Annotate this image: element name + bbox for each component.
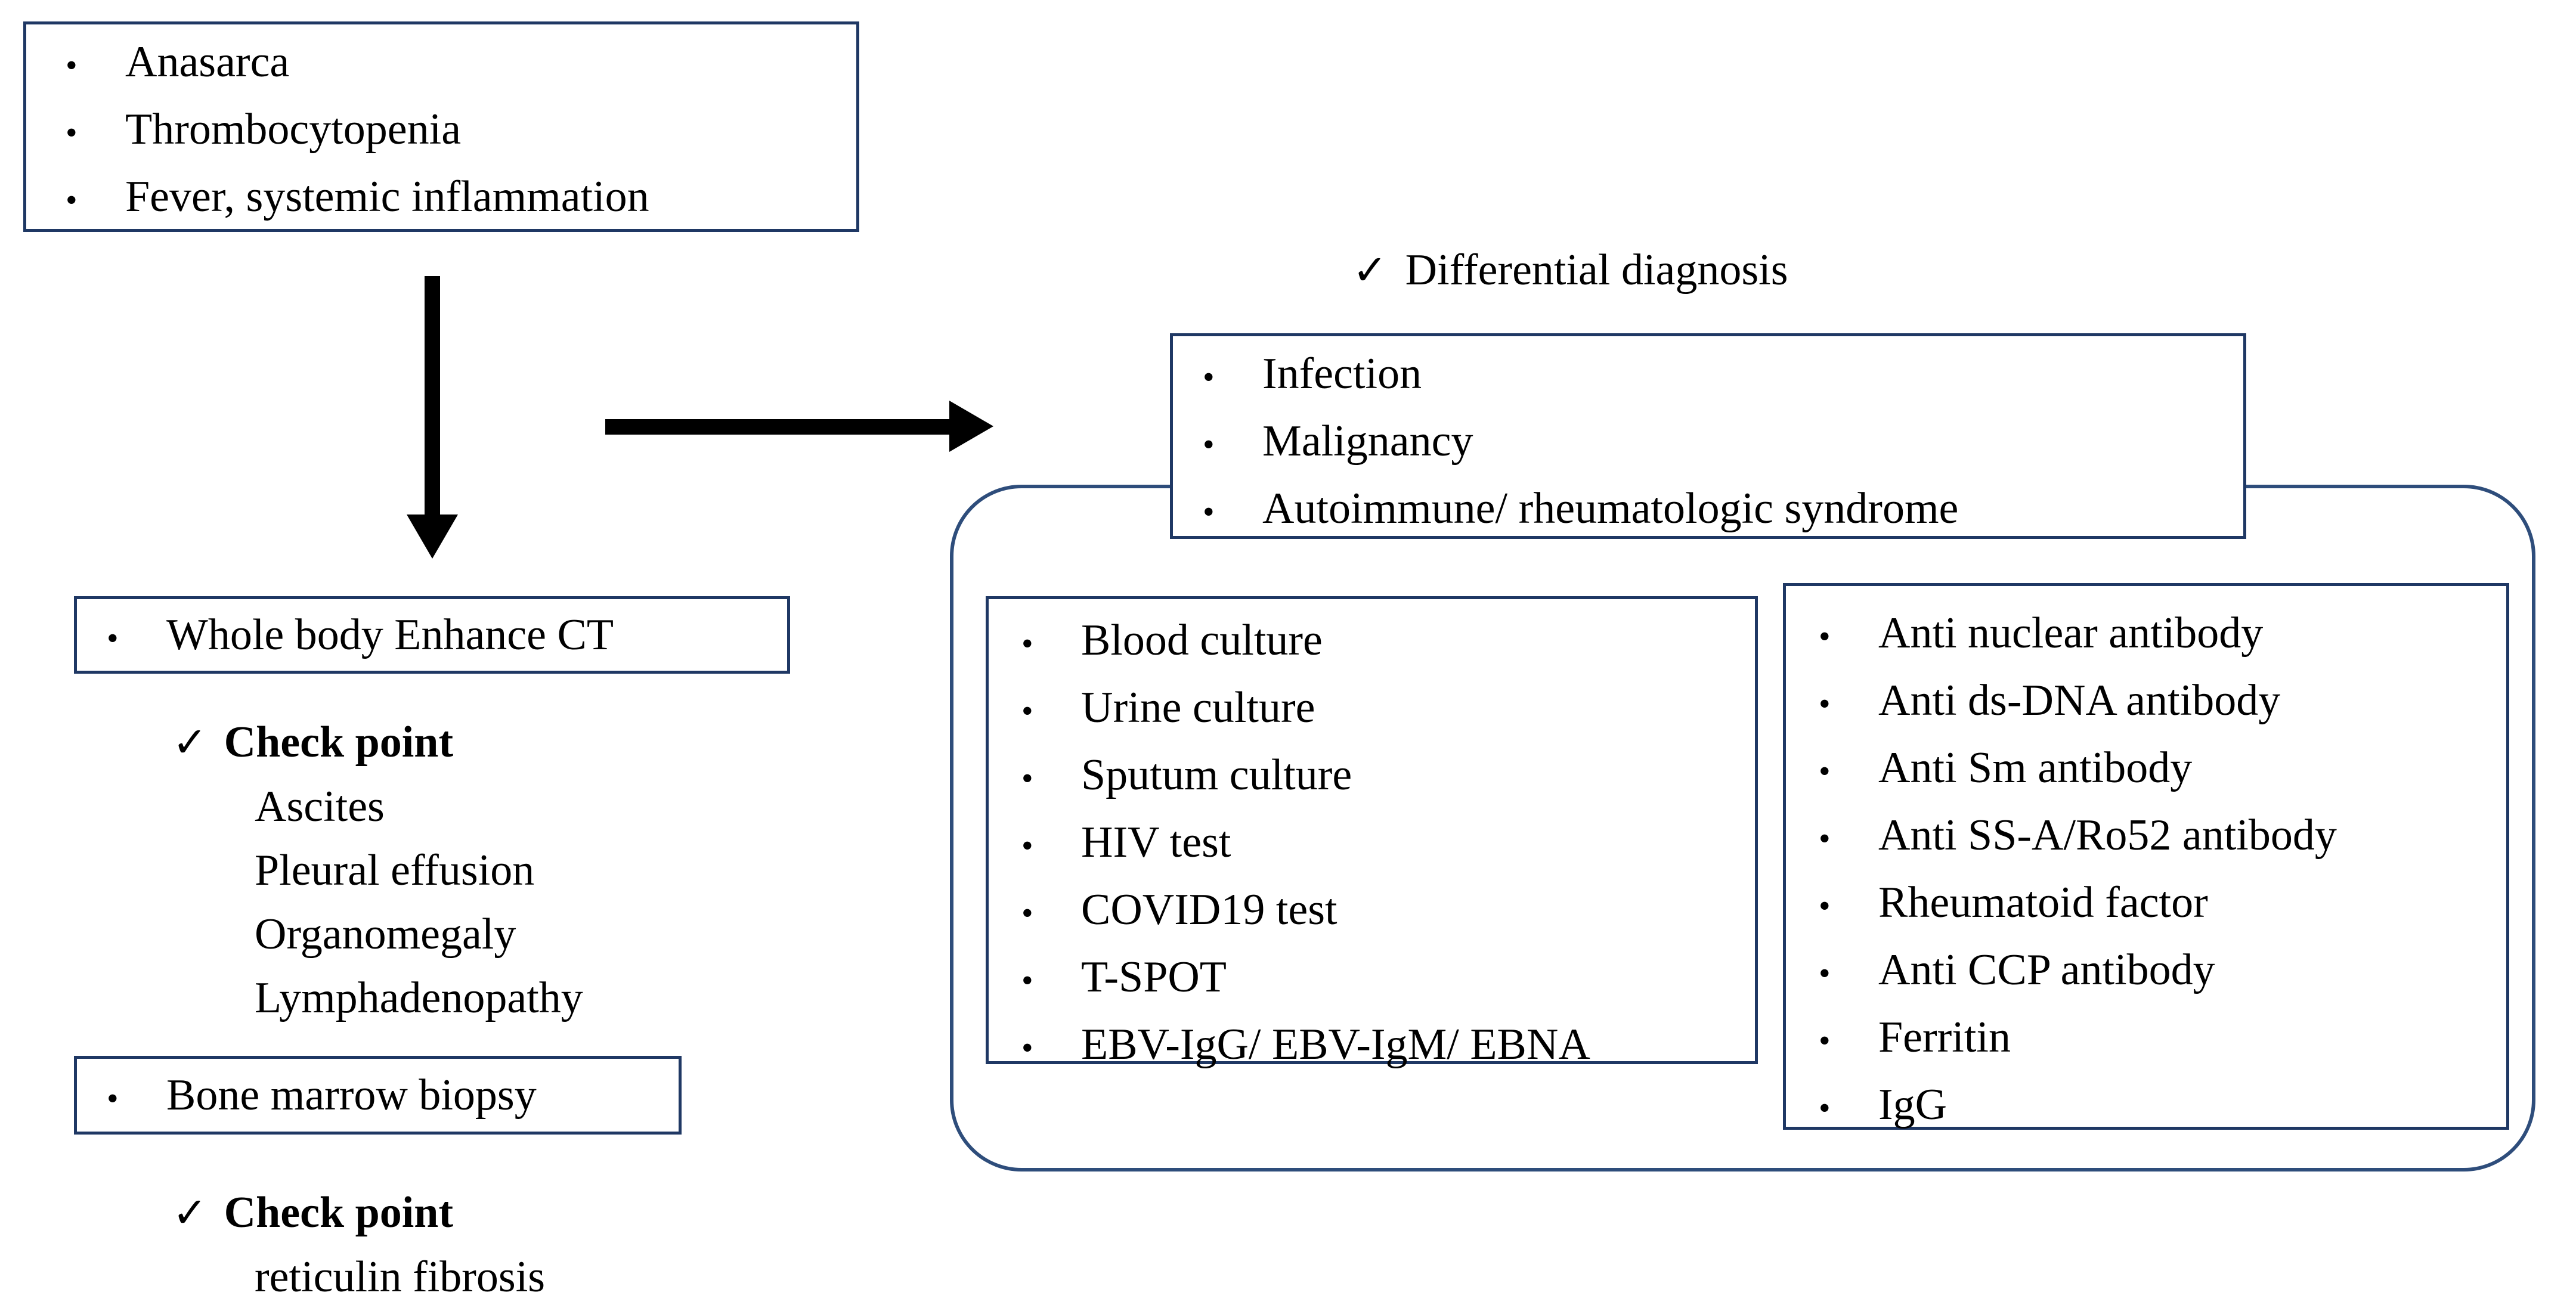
test-text: Rheumatoid factor <box>1878 878 2208 927</box>
test-text: Blood culture <box>1081 616 1323 665</box>
symptom-text: Anasarca <box>125 38 290 86</box>
differential-box <box>1170 333 2246 539</box>
ct-checkpoint-heading <box>172 711 583 775</box>
ct-box <box>74 596 790 674</box>
list-item <box>1203 342 2243 410</box>
differential-list <box>1203 342 2243 544</box>
test-text: COVID19 test <box>1081 885 1337 934</box>
biopsy-checkpoint-list <box>255 1245 545 1309</box>
infection-workup-list <box>1021 609 1755 1080</box>
list-item <box>1819 1073 2506 1140</box>
list-item <box>1021 1013 1755 1080</box>
list-item <box>66 165 856 233</box>
biopsy-box-label: Bone marrow biopsy <box>166 1070 537 1120</box>
ct-checkpoint <box>172 711 583 1030</box>
differential-diagnosis-heading <box>1352 238 1788 303</box>
list-item <box>1021 878 1755 946</box>
differential-item-text: Infection <box>1262 349 1422 398</box>
checkpoint-item: Pleural effusion <box>255 846 535 895</box>
symptoms-box <box>23 21 859 232</box>
list-item <box>1819 669 2506 736</box>
bullet-icon: • <box>1819 1022 1831 1059</box>
list-item <box>107 610 787 661</box>
test-text: HIV test <box>1081 818 1231 867</box>
check-icon: ✓ <box>172 1191 208 1236</box>
list-item <box>1021 609 1755 676</box>
bullet-icon: • <box>1203 359 1215 396</box>
list-item <box>1021 811 1755 878</box>
bullet-icon: • <box>1819 618 1831 655</box>
list-item <box>1021 946 1755 1013</box>
test-text: Anti SS-A/Ro52 antibody <box>1878 811 2337 860</box>
ct-box-label: Whole body Enhance CT <box>166 610 614 659</box>
test-text: Anti nuclear antibody <box>1878 609 2264 658</box>
bullet-icon: • <box>1819 955 1831 992</box>
bullet-icon: • <box>66 114 78 151</box>
checkpoint-item: Ascites <box>255 782 385 831</box>
autoimmune-workup-box <box>1783 583 2509 1130</box>
test-text: Sputum culture <box>1081 751 1352 799</box>
down-arrow-icon <box>407 515 458 559</box>
bullet-icon: • <box>1021 1030 1033 1067</box>
test-text: Anti Sm antibody <box>1878 743 2193 792</box>
biopsy-checkpoint-heading <box>172 1181 545 1245</box>
list-item <box>107 1070 679 1121</box>
bullet-icon: • <box>1021 962 1033 999</box>
infection-workup-box <box>986 596 1758 1069</box>
test-text: Urine culture <box>1081 683 1315 732</box>
bullet-icon: • <box>1819 1090 1831 1127</box>
list-item <box>1021 676 1755 743</box>
list-item <box>1819 602 2506 669</box>
bullet-icon: • <box>1819 888 1831 925</box>
list-item <box>1203 410 2243 477</box>
bullet-icon: • <box>1203 426 1215 463</box>
checkpoint-item: Lymphadenopathy <box>255 974 583 1022</box>
down-arrow-shaft <box>425 276 440 516</box>
differential-heading-text: Differential diagnosis <box>1405 246 1788 295</box>
checkpoint-title: Check point <box>224 1188 454 1237</box>
bullet-icon: • <box>1819 686 1831 723</box>
right-arrow-shaft <box>605 419 949 435</box>
list-item <box>1203 477 2243 544</box>
list-item <box>1819 1006 2506 1073</box>
biopsy-checkpoint <box>172 1181 545 1309</box>
check-icon: ✓ <box>1352 248 1388 294</box>
list-item <box>1819 871 2506 938</box>
list-item <box>1819 736 2506 804</box>
symptoms-list <box>66 30 856 233</box>
checkpoint-item: Organomegaly <box>255 910 516 959</box>
symptom-text: Thrombocytopenia <box>125 105 462 154</box>
bullet-icon: • <box>1021 895 1033 932</box>
list-item <box>66 30 856 98</box>
biopsy-box <box>74 1056 682 1135</box>
bullet-icon: • <box>107 1080 119 1117</box>
autoimmune-workup-list <box>1819 602 2506 1140</box>
right-arrow-icon <box>949 401 993 452</box>
list-item <box>1819 804 2506 871</box>
bullet-icon: • <box>1021 827 1033 864</box>
test-text: IgG <box>1878 1080 1948 1129</box>
bullet-icon: • <box>66 182 78 219</box>
differential-item-text: Malignancy <box>1262 417 1473 466</box>
bullet-icon: • <box>1021 693 1033 730</box>
bullet-icon: • <box>1819 820 1831 857</box>
checkpoint-item: reticulin fibrosis <box>255 1253 546 1301</box>
symptom-text: Fever, systemic inflammation <box>125 172 649 221</box>
bullet-icon: • <box>1021 760 1033 797</box>
checkpoint-title: Check point <box>224 718 454 767</box>
bullet-icon: • <box>1021 625 1033 662</box>
bullet-icon: • <box>107 619 119 657</box>
test-text: T-SPOT <box>1081 953 1227 1002</box>
bullet-icon: • <box>66 47 78 84</box>
bullet-icon: • <box>1203 494 1215 531</box>
list-item <box>1819 938 2506 1006</box>
bullet-icon: • <box>1819 753 1831 790</box>
test-text: Anti CCP antibody <box>1878 946 2215 994</box>
differential-item-text: Autoimmune/ rheumatologic syndrome <box>1262 484 1959 533</box>
list-item <box>66 98 856 165</box>
ct-checkpoint-list <box>255 775 583 1030</box>
test-text: Ferritin <box>1878 1013 2011 1062</box>
check-icon: ✓ <box>172 720 208 766</box>
test-text: EBV-IgG/ EBV-IgM/ EBNA <box>1081 1020 1590 1069</box>
list-item <box>1021 743 1755 811</box>
test-text: Anti ds-DNA antibody <box>1878 676 2281 725</box>
